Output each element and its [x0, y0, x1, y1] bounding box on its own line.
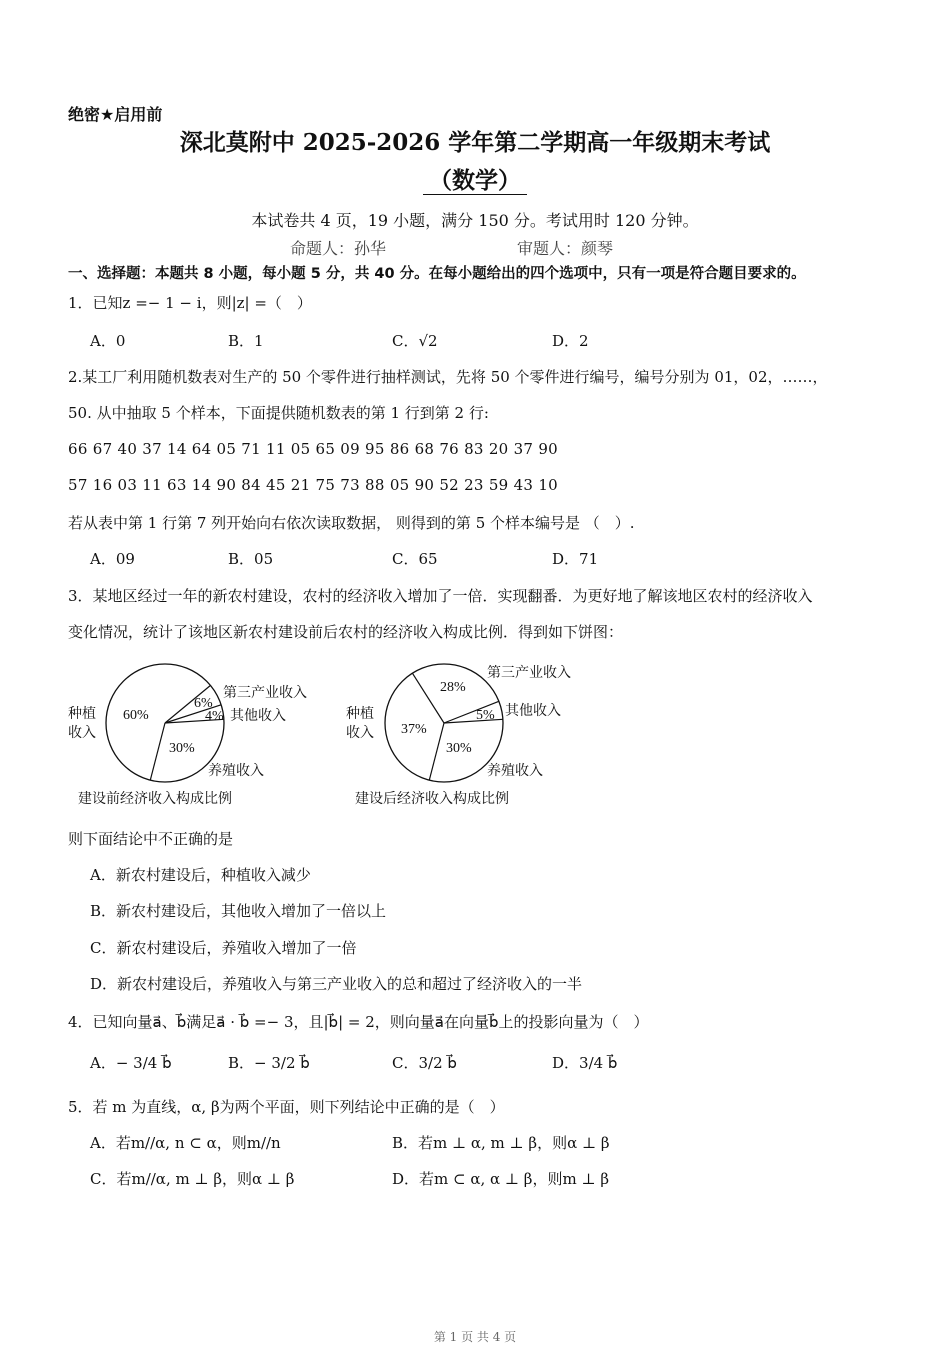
q2-option-a: A．09	[90, 550, 135, 568]
pie-after-plant-label-1: 种植	[346, 706, 374, 722]
q1-option-d: D．2	[552, 332, 589, 350]
pie-after-pct-breeding: 30%	[446, 741, 472, 756]
q1-stem: 1．已知z =− 1 − i，则|z| =（ ）	[68, 294, 312, 312]
q4-option-a: A．− 3/4 b⃗	[90, 1054, 172, 1072]
q2-option-b: B．05	[228, 550, 274, 568]
q1-option-c: C．√2	[392, 332, 438, 350]
pie-before-plant-label-1: 种植	[68, 706, 96, 722]
q3-option-d: D．新农村建设后，养殖收入与第三产业收入的总和超过了经济收入的一半	[90, 975, 583, 993]
proposer: 命题人：孙华	[290, 239, 387, 258]
pie-before-pct-tertiary: 6%	[194, 696, 213, 711]
pie-charts	[60, 655, 620, 815]
pie-after	[346, 664, 571, 807]
random-table-row1: 66 67 40 37 14 64 05 71 11 05 65 09 95 86 68 76 83 20 37 90	[68, 440, 559, 458]
q4-option-d: D．3/4 b⃗	[552, 1054, 618, 1072]
reviewer: 审题人：颜琴	[517, 239, 614, 258]
confidential-mark: 绝密★启用前	[68, 105, 163, 124]
q5-option-a: A．若m//α, n ⊂ α，则m//n	[90, 1134, 281, 1152]
q3-option-a: A．新农村建设后，种植收入减少	[90, 866, 311, 884]
q2-stem-line3: 若从表中第 1 行第 7 列开始向右依次读取数据， 则得到的第 5 个样本编号是 （ ）.	[68, 514, 635, 532]
q2-stem-line2: 50. 从中抽取 5 个样本，下面提供随机数表的第 1 行到第 2 行:	[68, 404, 489, 422]
exam-info: 本试卷共 4 页，19 小题，满分 150 分。考试用时 120 分钟。	[251, 211, 699, 230]
pie-before	[68, 664, 307, 807]
q1-option-a: A．0	[90, 332, 126, 350]
q1-option-b: B．1	[228, 332, 264, 350]
q5-stem: 5．若 m 为直线，α, β为两个平面，则下列结论中正确的是（ ）	[68, 1098, 505, 1116]
pie-after-plant-label-2: 收入	[346, 725, 374, 741]
q2-stem-line1: 2.某工厂利用随机数表对生产的 50 个零件进行抽样测试，先将 50 个零件进行编号，编号分别为 01，02，……，	[68, 368, 828, 386]
page-footer: 第 1 页 共 4 页	[433, 1330, 517, 1344]
pie-before-breeding-label: 养殖收入	[208, 763, 264, 779]
q4-option-b: B．− 3/2 b⃗	[228, 1054, 310, 1072]
q2-option-c: C．65	[392, 550, 438, 568]
q4-stem: 4．已知向量a⃗、b⃗满足a⃗ · b⃗ =− 3，且|b⃗| = 2，则向量a⃗在向量b⃗上的投影向量为（ ）	[68, 1013, 649, 1031]
q4-option-c: C．3/2 b⃗	[392, 1054, 457, 1072]
pie-before-plant-label-2: 收入	[68, 725, 96, 741]
q5-option-b: B．若m ⊥ α, m ⊥ β，则α ⊥ β	[392, 1134, 610, 1152]
q3-stem-line2: 变化情况，统计了该地区新农村建设前后农村的经济收入构成比例．得到如下饼图：	[68, 623, 624, 641]
pie-after-breeding-label: 养殖收入	[487, 763, 543, 779]
pie-after-pct-plant: 37%	[401, 722, 427, 737]
pie-after-tertiary-label: 第三产业收入	[487, 665, 571, 681]
q3-stem-line1: 3．某地区经过一年的新农村建设，农村的经济收入增加了一倍．实现翻番．为更好地了解该地区农村的经济收入	[68, 587, 813, 605]
pie-after-other-label: 其他收入	[505, 703, 561, 719]
pie-after-title: 建设后经济收入构成比例	[355, 791, 509, 807]
q3-option-c: C．新农村建设后，养殖收入增加了一倍	[90, 939, 357, 957]
exam-subject	[0, 162, 950, 195]
random-table-row2: 57 16 03 11 63 14 90 84 45 21 75 73 88 05 90 52 23 59 43 10	[68, 476, 559, 494]
q5-option-c: C．若m//α, m ⊥ β，则α ⊥ β	[90, 1170, 295, 1188]
exam-title: 深北莫附中 2025-2026 学年第二学期高一年级期末考试	[179, 129, 771, 156]
section-heading: 一、选择题：本题共 8 小题，每小题 5 分，共 40 分。在每小题给出的四个选项中，只有一项是符合题目要求的。	[68, 266, 806, 282]
pie-before-tertiary-label: 第三产业收入	[223, 685, 307, 701]
pie-after-pct-other: 5%	[476, 708, 495, 723]
q5-option-d: D．若m ⊂ α, α ⊥ β，则m ⊥ β	[392, 1170, 610, 1188]
pie-before-title: 建设前经济收入构成比例	[78, 791, 232, 807]
subject-text: （数学）	[423, 167, 527, 195]
q3-question: 则下面结论中不正确的是	[68, 830, 234, 848]
pie-before-pct-other: 4%	[205, 709, 224, 724]
q3-option-b: B．新农村建设后，其他收入增加了一倍以上	[90, 902, 387, 920]
q2-option-d: D．71	[552, 550, 599, 568]
pie-before-pct-breeding: 30%	[169, 741, 195, 756]
pie-before-pct-plant: 60%	[123, 708, 149, 723]
pie-after-pct-tertiary: 28%	[440, 680, 466, 695]
pie-before-other-label: 其他收入	[230, 708, 286, 724]
